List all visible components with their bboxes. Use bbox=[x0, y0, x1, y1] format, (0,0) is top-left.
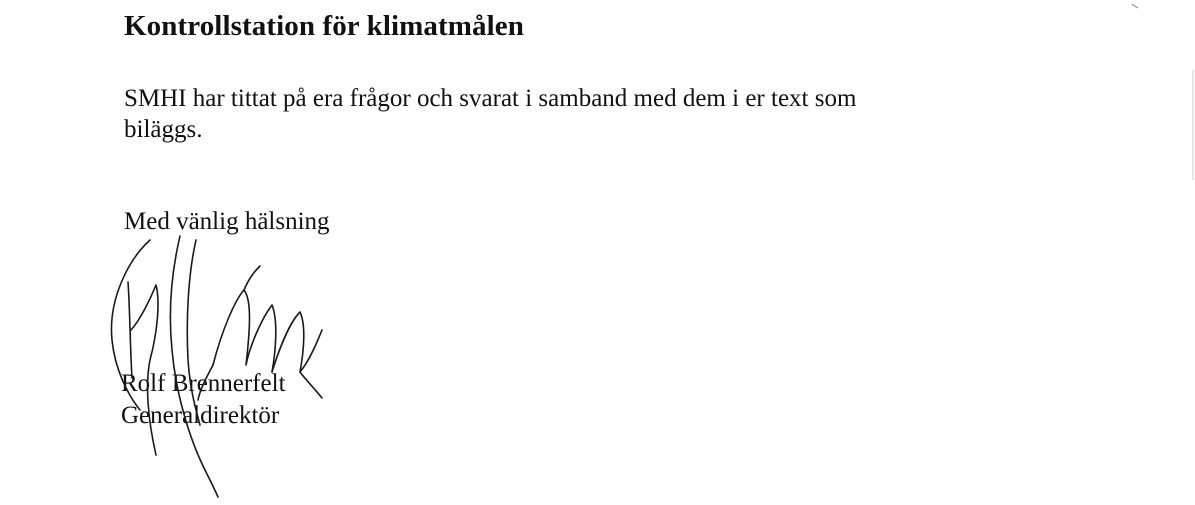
signature-stroke bbox=[244, 266, 260, 290]
signature-stroke bbox=[170, 236, 218, 497]
signature-stroke bbox=[213, 290, 276, 372]
signer-name: Rolf Brennerfelt bbox=[121, 370, 286, 397]
body-line-2: biläggs. bbox=[124, 116, 203, 143]
body-line-1: SMHI har tittat på era frågor och svarat i samband med dem i er text som bbox=[124, 85, 857, 112]
letter-body bbox=[124, 83, 984, 145]
signature-stroke bbox=[272, 312, 322, 372]
signer-title: Generaldirektör bbox=[121, 402, 280, 429]
closing-greeting: Med vänlig hälsning bbox=[124, 208, 330, 235]
signature-stroke bbox=[300, 372, 322, 398]
letter-heading: Kontrollstation för klimatmålen bbox=[124, 10, 524, 42]
